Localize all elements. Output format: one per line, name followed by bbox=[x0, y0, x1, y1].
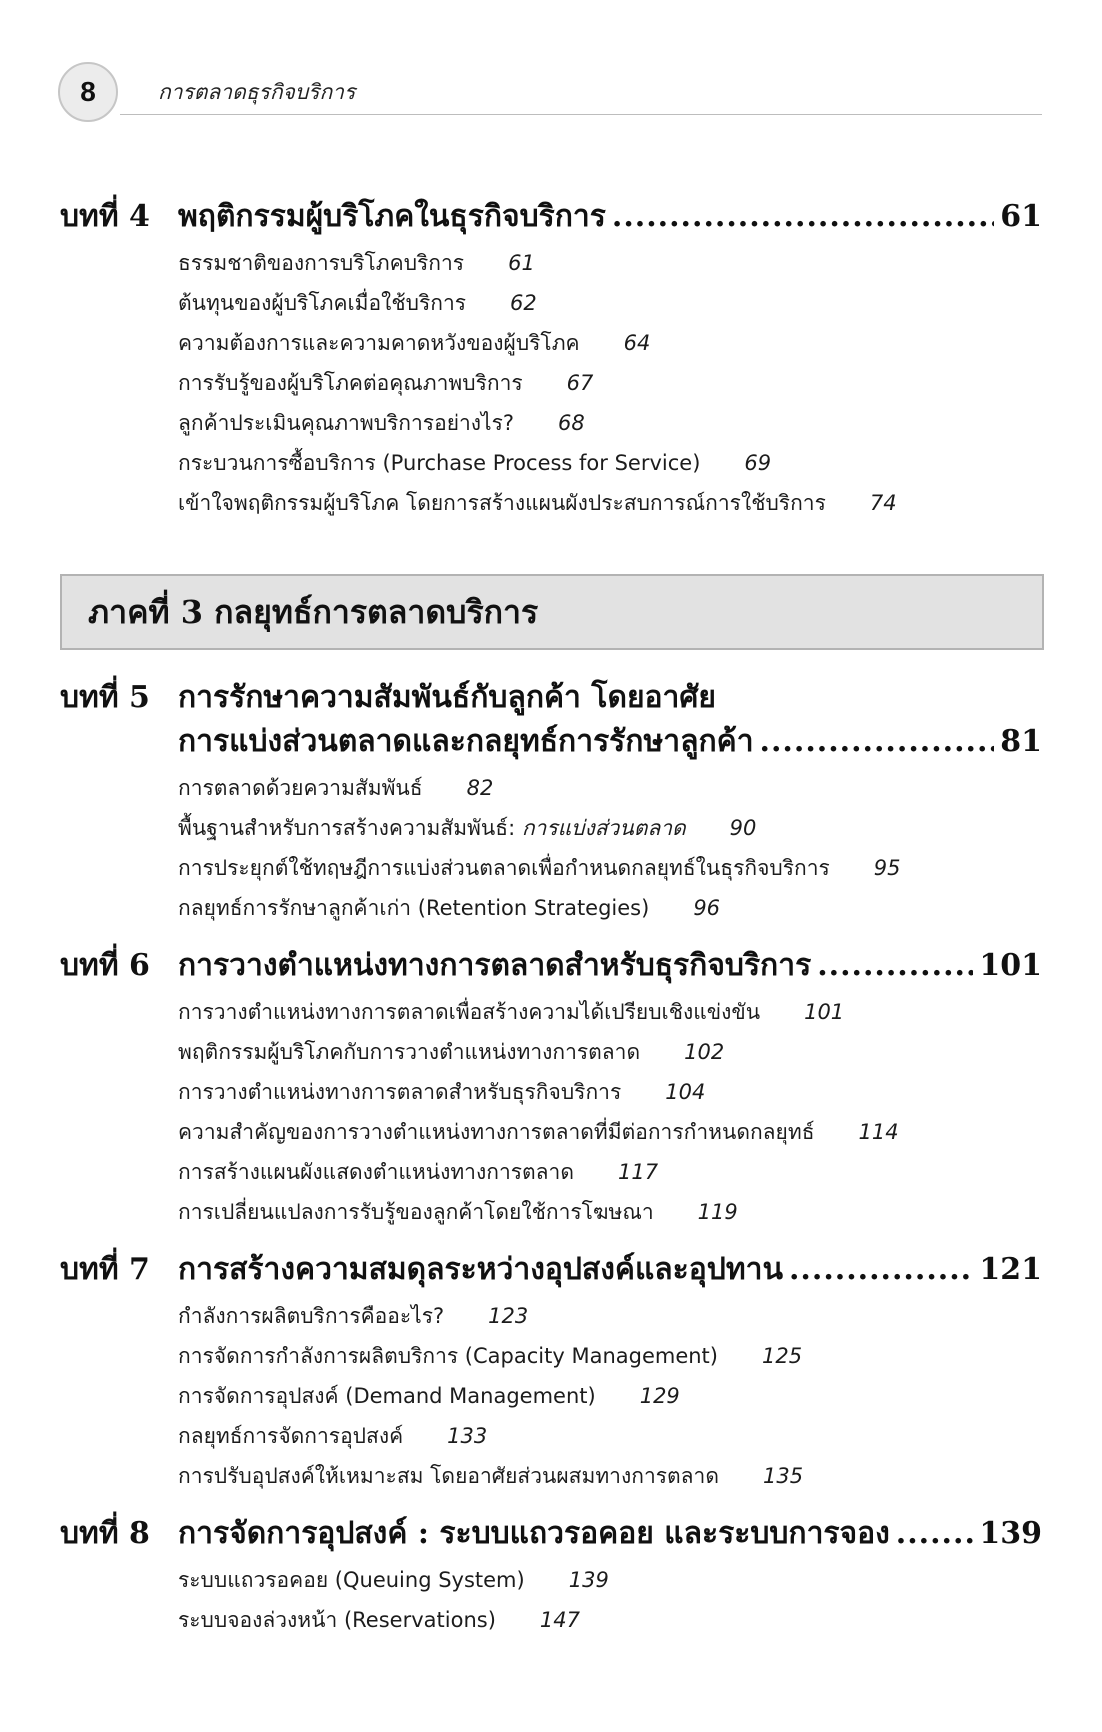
section-page: 64 bbox=[623, 331, 651, 355]
chapter-page: 121 bbox=[979, 1252, 1042, 1287]
section-item[interactable] bbox=[178, 483, 1042, 523]
section-page: 68 bbox=[558, 411, 585, 435]
section-item[interactable] bbox=[178, 768, 1042, 808]
chapter-heading[interactable] bbox=[60, 1248, 1042, 1292]
section-item[interactable] bbox=[178, 1032, 1042, 1072]
section-title: การประยุกต์ใช้ทฤษฎีการแบ่งส่วนตลาดเพื่อกำหนดกลยุทธ์ในธุรกิจบริการ bbox=[178, 856, 830, 880]
chapter-page: 139 bbox=[979, 1516, 1042, 1551]
chapter-heading[interactable] bbox=[60, 676, 1042, 720]
section-page: 61 bbox=[508, 251, 535, 275]
section-item[interactable] bbox=[178, 1560, 1042, 1600]
section-item[interactable] bbox=[178, 1336, 1042, 1376]
section-item[interactable] bbox=[178, 1152, 1042, 1192]
chapter-5 bbox=[60, 676, 1042, 928]
section-page: 62 bbox=[510, 291, 537, 315]
section-page: 90 bbox=[729, 816, 757, 840]
section-page: 117 bbox=[617, 1160, 659, 1184]
section-page: 114 bbox=[858, 1120, 899, 1144]
chapter-8 bbox=[60, 1512, 1042, 1640]
section-page: 102 bbox=[684, 1040, 725, 1064]
chapter-title: การจัดการอุปสงค์ : ระบบแถวรอคอย และระบบการจอง bbox=[178, 1516, 890, 1551]
section-item[interactable] bbox=[178, 443, 1042, 483]
chapter-title-line2: การแบ่งส่วนตลาดและกลยุทธ์การรักษาลูกค้า bbox=[178, 724, 754, 759]
section-page: 67 bbox=[566, 371, 594, 395]
chapter-page: 101 bbox=[979, 948, 1042, 983]
part-title: ภาคที่ 3 กลยุทธ์การตลาดบริการ bbox=[88, 592, 539, 631]
section-title: กลยุทธ์การจัดการอุปสงค์ bbox=[178, 1424, 404, 1448]
toc-lower bbox=[60, 676, 1042, 1640]
chapter-label: บทที่ 6 bbox=[60, 948, 150, 983]
running-title: การตลาดธุรกิจบริการ bbox=[158, 80, 356, 104]
chapter-4 bbox=[60, 195, 1042, 523]
chapter-heading[interactable] bbox=[60, 944, 1042, 988]
chapter-page: 81 bbox=[1000, 724, 1042, 759]
chapter-title: การวางตำแหน่งทางการตลาดสำหรับธุรกิจบริการ bbox=[178, 948, 812, 983]
section-item[interactable] bbox=[178, 1192, 1042, 1232]
section-page: 74 bbox=[869, 491, 897, 515]
section-item[interactable] bbox=[178, 1456, 1042, 1496]
leader-dots bbox=[896, 1512, 974, 1556]
section-page: 95 bbox=[873, 856, 901, 880]
chapter-title: การสร้างความสมดุลระหว่างอุปสงค์และอุปทาน bbox=[178, 1252, 783, 1287]
chapter-label: บทที่ 4 bbox=[60, 199, 150, 234]
section-title: กำลังการผลิตบริการคืออะไร? bbox=[178, 1304, 445, 1328]
chapter-page: 61 bbox=[1000, 199, 1042, 234]
section-list bbox=[178, 768, 1042, 928]
section-list bbox=[178, 243, 1042, 523]
leader-dots bbox=[612, 195, 994, 239]
section-item[interactable] bbox=[178, 1600, 1042, 1640]
section-page: 119 bbox=[697, 1200, 738, 1224]
leader-dots bbox=[789, 1248, 973, 1292]
section-page: 135 bbox=[762, 1464, 804, 1488]
section-title: การสร้างแผนผังแสดงตำแหน่งทางการตลาด bbox=[178, 1160, 574, 1184]
leader-dots bbox=[760, 720, 995, 764]
chapter-6 bbox=[60, 944, 1042, 1232]
section-title: ระบบแถวรอคอย (Queuing System) bbox=[178, 1568, 525, 1592]
section-item[interactable] bbox=[178, 323, 1042, 363]
section-item[interactable] bbox=[178, 1376, 1042, 1416]
section-title: การปรับอุปสงค์ให้เหมาะสม โดยอาศัยส่วนผสมทางการตลาด bbox=[178, 1464, 719, 1488]
section-item[interactable] bbox=[178, 808, 1042, 848]
section-title: พื้นฐานสำหรับการสร้างความสัมพันธ์: bbox=[178, 816, 522, 840]
chapter-heading[interactable] bbox=[60, 195, 1042, 239]
toc-upper bbox=[60, 195, 1042, 523]
chapter-title-line1: การรักษาความสัมพันธ์กับลูกค้า โดยอาศัย bbox=[178, 680, 717, 715]
section-page: 133 bbox=[447, 1424, 488, 1448]
section-title: กระบวนการซื้อบริการ (Purchase Process for Service) bbox=[178, 451, 701, 475]
section-title: ต้นทุนของผู้บริโภคเมื่อใช้บริการ bbox=[178, 291, 467, 315]
section-title: ความสำคัญของการวางตำแหน่งทางการตลาดที่มีต่อการกำหนดกลยุทธ์ bbox=[178, 1120, 815, 1144]
section-title-italic: การแบ่งส่วนตลาด bbox=[521, 816, 686, 840]
section-page: 125 bbox=[761, 1344, 803, 1368]
section-title: เข้าใจพฤติกรรมผู้บริโภค โดยการสร้างแผนผังประสบการณ์การใช้บริการ bbox=[178, 491, 826, 515]
section-item[interactable] bbox=[178, 363, 1042, 403]
section-item[interactable] bbox=[178, 243, 1042, 283]
section-title: การรับรู้ของผู้บริโภคต่อคุณภาพบริการ bbox=[178, 371, 523, 395]
chapter-7 bbox=[60, 1248, 1042, 1496]
chapter-title: พฤติกรรมผู้บริโภคในธุรกิจบริการ bbox=[178, 199, 606, 234]
section-page: 82 bbox=[466, 776, 494, 800]
section-title: การวางตำแหน่งทางการตลาดสำหรับธุรกิจบริการ bbox=[178, 1080, 622, 1104]
section-item[interactable] bbox=[178, 403, 1042, 443]
chapter-label: บทที่ 5 bbox=[60, 680, 150, 715]
chapter-heading-cont[interactable] bbox=[60, 720, 1042, 764]
section-title: การตลาดด้วยความสัมพันธ์ bbox=[178, 776, 423, 800]
section-item[interactable] bbox=[178, 848, 1042, 888]
section-title: ระบบจองล่วงหน้า (Reservations) bbox=[178, 1608, 496, 1632]
section-page: 96 bbox=[693, 896, 721, 920]
section-page: 101 bbox=[804, 1000, 845, 1024]
section-page: 129 bbox=[639, 1384, 680, 1408]
section-list bbox=[178, 992, 1042, 1232]
part-heading-box[interactable] bbox=[60, 574, 1044, 650]
section-title: การวางตำแหน่งทางการตลาดเพื่อสร้างความได้เปรียบเชิงแข่งขัน bbox=[178, 1000, 761, 1024]
section-title: กลยุทธ์การรักษาลูกค้าเก่า (Retention Strategies) bbox=[178, 896, 650, 920]
section-item[interactable] bbox=[178, 1296, 1042, 1336]
section-item[interactable] bbox=[178, 1416, 1042, 1456]
leader-dots bbox=[817, 944, 973, 988]
section-page: 147 bbox=[539, 1608, 580, 1632]
page-number: 8 bbox=[80, 76, 96, 107]
chapter-label: บทที่ 8 bbox=[60, 1516, 150, 1551]
section-list bbox=[178, 1560, 1042, 1640]
section-page: 104 bbox=[665, 1080, 706, 1104]
section-title: ลูกค้าประเมินคุณภาพบริการอย่างไร? bbox=[178, 411, 515, 435]
section-page: 123 bbox=[488, 1304, 529, 1328]
section-title: การเปลี่ยนแปลงการรับรู้ของลูกค้าโดยใช้การโฆษณา bbox=[178, 1200, 654, 1224]
section-item[interactable] bbox=[178, 1112, 1042, 1152]
section-title: การจัดการกำลังการผลิตบริการ (Capacity Management) bbox=[178, 1344, 718, 1368]
chapter-heading[interactable] bbox=[60, 1512, 1042, 1556]
chapter-label: บทที่ 7 bbox=[60, 1252, 150, 1287]
section-title: ความต้องการและความคาดหวังของผู้บริโภค bbox=[178, 331, 580, 355]
header-rule bbox=[120, 114, 1042, 115]
section-title: พฤติกรรมผู้บริโภคกับการวางตำแหน่งทางการตลาด bbox=[178, 1040, 641, 1064]
section-item[interactable] bbox=[178, 1072, 1042, 1112]
section-item[interactable] bbox=[178, 283, 1042, 323]
section-list bbox=[178, 1296, 1042, 1496]
section-page: 69 bbox=[744, 451, 772, 475]
section-title: การจัดการอุปสงค์ (Demand Management) bbox=[178, 1384, 596, 1408]
section-page: 139 bbox=[568, 1568, 609, 1592]
section-item[interactable] bbox=[178, 992, 1042, 1032]
section-item[interactable] bbox=[178, 888, 1042, 928]
section-title: ธรรมชาติของการบริโภคบริการ bbox=[178, 251, 465, 275]
page-number-badge bbox=[58, 62, 118, 122]
